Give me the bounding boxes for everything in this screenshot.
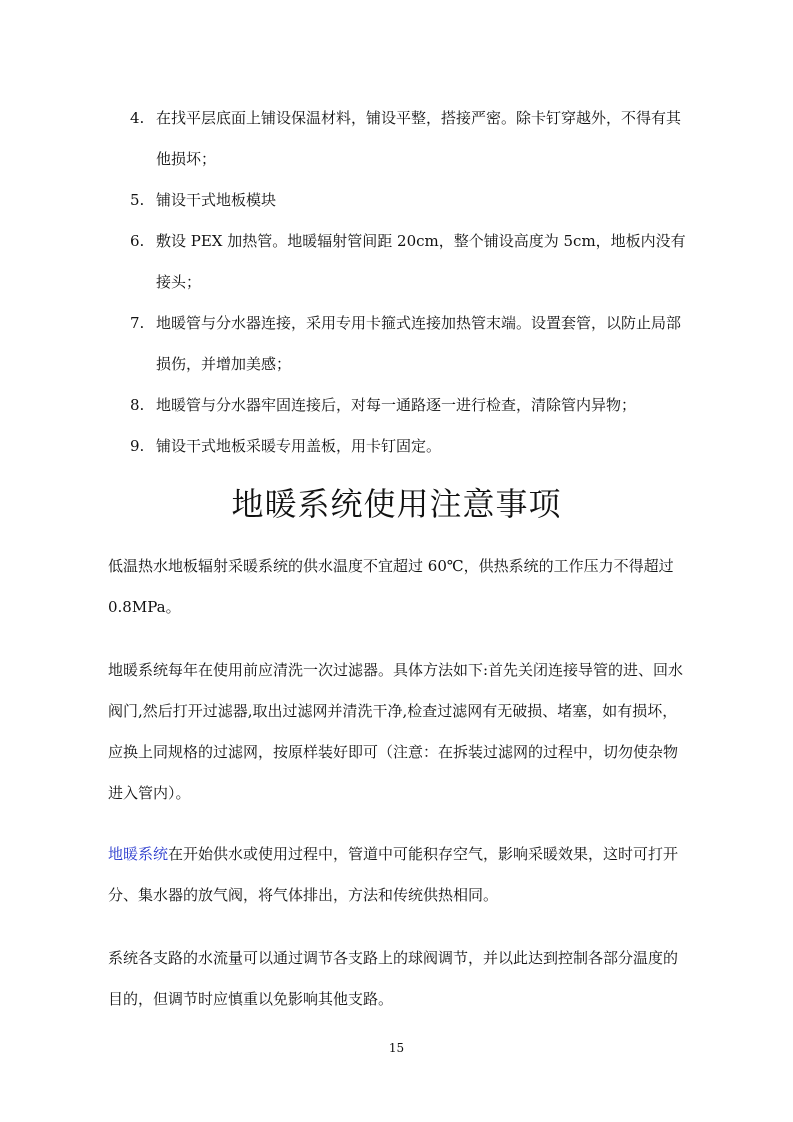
- section-title: 地暖系统使用注意事项: [231, 485, 562, 523]
- list-item: [108, 98, 693, 180]
- paragraph-water-temperature: 低温热水地板辐射采暖系统的供水温度不宜超过 60℃，供热系统的工作压力不得超过 0.8MPa。: [108, 557, 674, 616]
- list-item-text: 地暖管与分水器连接，采用专用卡箍式连接加热管末端。设置套管，以防止局部损伤，并增加美感；: [156, 314, 682, 373]
- list-item-number: 7.: [130, 314, 145, 332]
- installation-steps-list: [108, 98, 693, 467]
- paragraph-filter-cleaning: 地暖系统每年在使用前应清洗一次过滤器。具体方法如下:首先关闭连接导管的进、回水阀门,然后打开过滤器,取出过滤网并清洗干净,检查过滤网有无破损、堵塞，如有损坏，应换上同规格的过滤网，按原样装好即可（注意：在拆装过滤网的过程中，切勿使杂物进入管内）。: [108, 661, 684, 802]
- list-item: [108, 385, 693, 426]
- list-item-text: 在找平层底面上铺设保温材料，铺设平整，搭接严密。除卡钉穿越外，不得有其他损坏；: [156, 109, 682, 168]
- list-item-text: 铺设干式地板模块: [156, 191, 277, 209]
- paragraph-flow-adjustment: 系统各支路的水流量可以通过调节各支路上的球阀调节，并以此达到控制各部分温度的目的，但调节时应慎重以免影响其他支路。: [108, 949, 679, 1008]
- list-item-text: 地暖管与分水器牢固连接后，对每一通路逐一进行检查，清除管内异物；: [156, 396, 637, 414]
- list-item-text: 敷设 PEX 加热管。地暖辐射管间距 20cm，整个铺设高度为 5cm，地板内没有接头；: [156, 232, 686, 291]
- paragraph-text: 在开始供水或使用过程中，管道中可能积存空气，影响采暖效果，这时可打开分、集水器的放气阀，将气体排出，方法和传统供热相同。: [108, 845, 679, 904]
- list-item: [108, 221, 693, 303]
- page-number: 15: [388, 1041, 405, 1055]
- list-item-number: 6.: [130, 232, 145, 250]
- list-item-number: 5.: [130, 191, 145, 209]
- list-item-number: 8.: [130, 396, 145, 414]
- list-item-text: 铺设干式地板采暖专用盖板，用卡钉固定。: [156, 437, 442, 455]
- list-item: [108, 303, 693, 385]
- floor-heating-system-link[interactable]: 地暖系统: [108, 845, 169, 863]
- list-item: [108, 426, 693, 467]
- list-item-number: 4.: [130, 109, 145, 127]
- paragraph-air-release: [108, 834, 691, 916]
- list-item: [108, 180, 693, 221]
- list-item-number: 9.: [130, 437, 145, 455]
